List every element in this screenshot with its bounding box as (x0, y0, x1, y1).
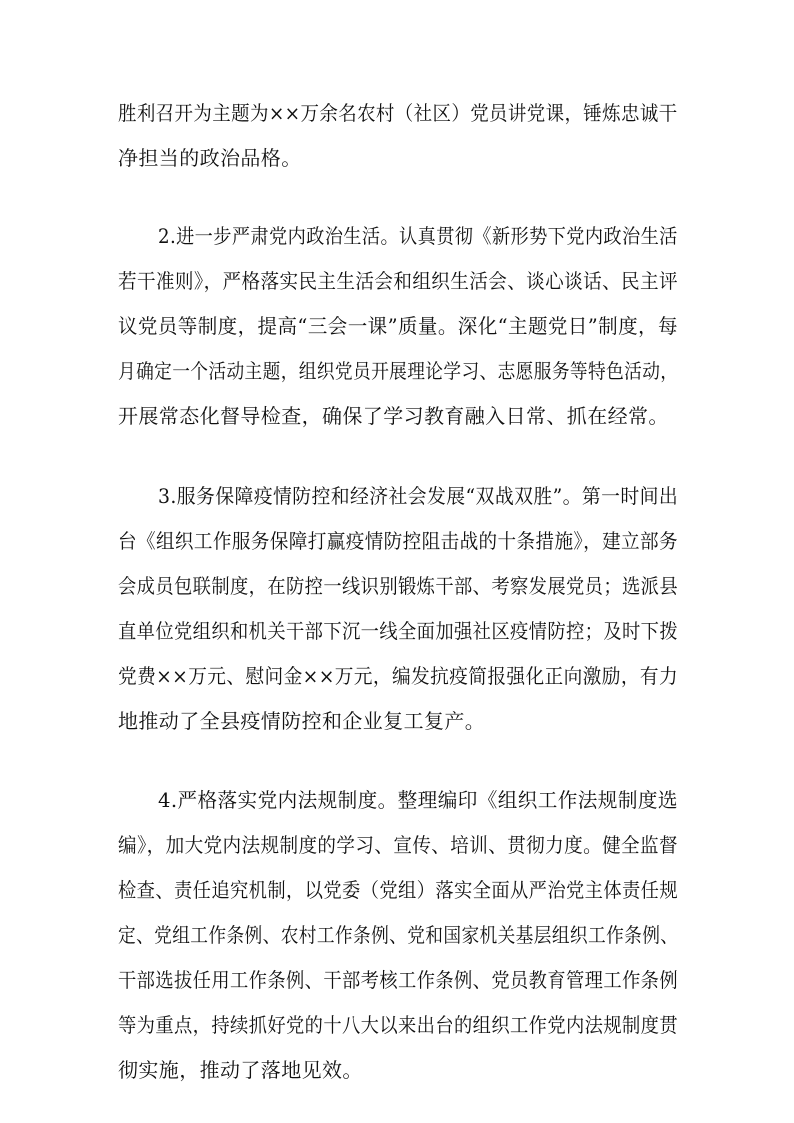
paragraph-1-line-2: 净担当的政治品格。 (118, 146, 302, 170)
paragraph-2-line-4: 月确定一个活动主题，组织党员开展理论学习、志愿服务等特色活动， (118, 359, 679, 383)
paragraph-4-line-7: 彻实施，推动了落地见效。 (118, 1058, 363, 1082)
paragraph-3-line-1: 3.服务保障疫情防控和经济社会发展“双战双胜”。第一时间出 (158, 484, 679, 508)
paragraph-4-line-5: 干部选拔任用工作条例、干部考核工作条例、党员教育管理工作条例 (118, 968, 678, 992)
paragraph-3-line-3: 会成员包联制度，在防控一线识别锻炼干部、考察发展党员；选派县 (118, 574, 678, 598)
paragraph-3-line-6: 地推动了全县疫情防控和企业复工复产。 (118, 709, 486, 733)
paragraph-2-line-1: 2.进一步严肃党内政治生活。认真贯彻《新形势下党内政治生活 (158, 224, 678, 248)
paragraph-3-line-4: 直单位党组织和机关干部下沉一线全面加强社区疫情防控；及时下拨 (118, 619, 678, 643)
paragraph-4-line-6: 等为重点，持续抓好党的十八大以来出台的组织工作党内法规制度贯 (118, 1013, 678, 1037)
paragraph-2-line-5: 开展常态化督导检查，确保了学习教育融入日常、抓在经常。 (118, 404, 669, 428)
paragraph-4-line-4: 定、党组工作条例、农村工作条例、党和国家机关基层组织工作条例、 (118, 923, 679, 947)
paragraph-4-line-1: 4.严格落实党内法规制度。整理编印《组织工作法规制度选 (158, 788, 678, 812)
paragraph-2-line-3: 议党员等制度，提高“三会一课”质量。深化“主题党日”制度，每 (118, 314, 678, 338)
paragraph-4-line-3: 检查、责任追究机制，以党委（党组）落实全面从严治党主体责任规 (118, 878, 678, 902)
paragraph-3-line-5: 党费××万元、慰问金××万元，编发抗疫简报强化正向激励，有力 (118, 664, 679, 688)
paragraph-2-line-2: 若干准则》，严格落实民主生活会和组织生活会、谈心谈话、民主评 (118, 269, 678, 293)
paragraph-3-line-2: 台《组织工作服务保障打赢疫情防控阻击战的十条措施》，建立部务 (118, 529, 678, 553)
paragraph-4-line-2: 编》，加大党内法规制度的学习、宣传、培训、贯彻力度。健全监督 (118, 833, 678, 857)
paragraph-1-line-1: 胜利召开为主题为××万余名农村（社区）党员讲党课，锤炼忠诚干 (118, 101, 678, 125)
